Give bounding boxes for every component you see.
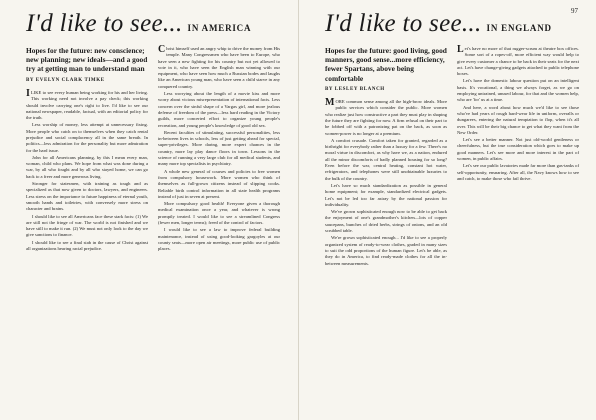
right-column-1 — [325, 46, 447, 268]
paragraph: Let's see our public lavatories made far more than gas-tanks of self-opportunity, ensnaring. After all, the Navy knows how to see and catch, to make those who fail thrive. — [457, 163, 579, 181]
left-columns — [26, 46, 280, 254]
left-dek: Hopes for the future: new conscience; new planning; new ideals—and a good try at getting man to understand man — [26, 46, 148, 74]
paragraph: Less worship of money, less attempt at unnecessary fixing. More people who catch on to themselves when they catch rental prejudice and social complacency all in the same breath. In politics—less admiration for the personality but more admiration for the hard issue. — [26, 122, 148, 153]
paragraph: And here, a word about how much we'd like to see those who've had years of rough hard-wear life in uniform, overalls or dungarees, entering the natural temptation to flop, when it's all over. This will be their big chance to get what they want from the New Order. — [457, 104, 579, 135]
right-columns — [325, 46, 579, 268]
paragraph: John for all Americans planning, by this I mean every man, woman, child who plans. We hope from what was done during a war, by all who fought and by all who stayed home, we can go back to a freer and more generous living. — [26, 154, 148, 179]
left-byline: BY EVELYN CLARK TIMKE — [26, 77, 105, 83]
paragraph: I would like to see a law to improve federal building maintenance, instead of using good-looking gargoyles at our county seats—more open air meetings, more public use of public places. — [158, 227, 280, 252]
paragraph: Recent faculties of stimulating, successful personalities, less in-between lives in schools, less of just getting ahead for special, super-privileges. More daring, more expert chances in the country, more lay play dance floors in town. Lessons in the science of running a very large club for all medical students, and many more top specialists in psychiatry. — [158, 129, 280, 167]
right-title: I'd like to see... — [325, 10, 482, 37]
paragraph: Christ himself used an angry whip to drive the money from His temple. Many Congressmen who have been to Europe, who have seen a new fighting for his country but not yet allowed to vote in it, who have seen the English man winning with our equipment, who have seen how much a Russian bodes and laughs like an American young man, who have seen a child starve in any conquered country. — [158, 44, 280, 89]
paragraph: A whole new general of courses and policies to free women from compulsory housework. More women who think of themselves as full-grown citizens instead of slipping cooks. Reliable birth control information in all state health programs instead of just in seven at present. — [158, 168, 280, 199]
paragraph: Stronger for statesmen, with training as tough and as specialized as that now given to doctors, lawyers, and engineers. Less stress on the importance to future happiness of eternal youth, smooth hands and toiletries, with conversely more stress on character and brains. — [26, 181, 148, 212]
paragraph: I should like to see a final stab in the cause of Christ against all organizations hearing racial prejudice. — [26, 239, 148, 252]
left-heading — [26, 10, 251, 38]
left-subtitle: IN AMERICA — [187, 23, 252, 33]
paragraph: Let's have so much standardization as possible in general home equipment; for example, standardized electrical gadgets. Let's not be led too far astray by the national passion for individuality. — [325, 182, 447, 207]
right-byline: BY LESLEY BLANCH — [325, 86, 385, 92]
left-column-2 — [158, 46, 280, 254]
paragraph: Let's see a better manner. Not just old-world gentleness or cheerfulness, but the true consideration which goes to make up good manners. Let's see more and more interest in the part of women, in public affairs. — [457, 137, 579, 162]
paragraph: I should like to see all Americans face these stark facts: (1) We are still not the fringe of war. The world is not finished and we have still to make it run. (2) We must not only look to the day we give sanctions to finance. — [26, 213, 148, 238]
paragraph: ILIKE to see every human being working for his and her living. This working need not involve a pay check; this working should involve carrying one's right to live. I'd like to see our national newspaper, readable, factual, with an editorial policy for the truth. — [26, 87, 148, 121]
right-column-2 — [457, 46, 579, 268]
paragraph: We're grown sophisticated enough... I'd like to see a properly organized system of ready-to-wear clothes, graded in many sizes to suit the odd proportions of the human figure. Let's be able, as they do in America, to find ready-made clothes for all the in-between measurements. — [325, 235, 447, 266]
right-heading — [325, 10, 552, 38]
paragraph: Less worrying about the length of a movie kiss and more worry about vicious misrepresentation of international facts. Less concern over the sinful shape of a Vargas girl, and more jealous defense of freedom of the press—less hard reading in the Victory guilds, more concerted effort to organize young people's recreation, and young people's knowledge of good old sex. — [158, 91, 280, 128]
paragraph: Let's have no more of that rugger-scrum at theatre box offices. Some sort of a ropes-off, more efficient way would help to give every customer a chance to be back in their seats for the next act. Let's have change-giving gadgets attached to public telephone boxes. — [457, 44, 579, 77]
paragraph: A comfort crusade. Comfort taken for granted, regarded as a birthright for everybody rather than a luxury for a few. There's no moral virtue in discomfort, as why have we, as a nation, endured all the minor discomforts of badly planned housing for so long? Even before the war, central heating, constant hot water, refrigerators, and telephones were still unobtainable luxuries to the bulk of the country. — [325, 137, 447, 181]
paragraph: Let's have the domestic labour question put on an intelligent basis. It's vocational, a thing we always forget, as we go on employing untrained, unused labour, for that and the women help, who are 'for' us at a time. — [457, 78, 579, 103]
left-title: I'd like to see... — [26, 10, 183, 37]
right-subtitle: IN ENGLAND — [486, 23, 552, 33]
page-number: 97 — [571, 7, 578, 15]
right-dek: Hopes for the future: good living, good manners, good sense...more efficiency, fewer Spartans, above being comfortable — [325, 46, 447, 83]
paragraph: More compulsory good health! Everyone given a thorough medical examination once a year, and whatever is wrong promptly treated. I would like to see a streamlined Congress (fewer men, longer terms); freed of the control of factors. — [158, 201, 280, 226]
paragraph: MORE common sense among all the high-brow ideals. More public services which consider the public. More women who realize just how constructive a part they must play in shaping the future they are fighting for now. A firm refusal on their part to be fobbed off with a patronizing pat on the back, as soon as women-power is no longer at a premium. — [325, 97, 447, 136]
left-column-1 — [26, 46, 148, 254]
right-page — [298, 0, 596, 420]
paragraph: We've grown sophisticated enough now to be able to get back the enjoyment of one's grandmother's kitchen—lots of copper saucepans, bunches of dried herbs, strings of onions, and an old scrubbed table. — [325, 209, 447, 234]
